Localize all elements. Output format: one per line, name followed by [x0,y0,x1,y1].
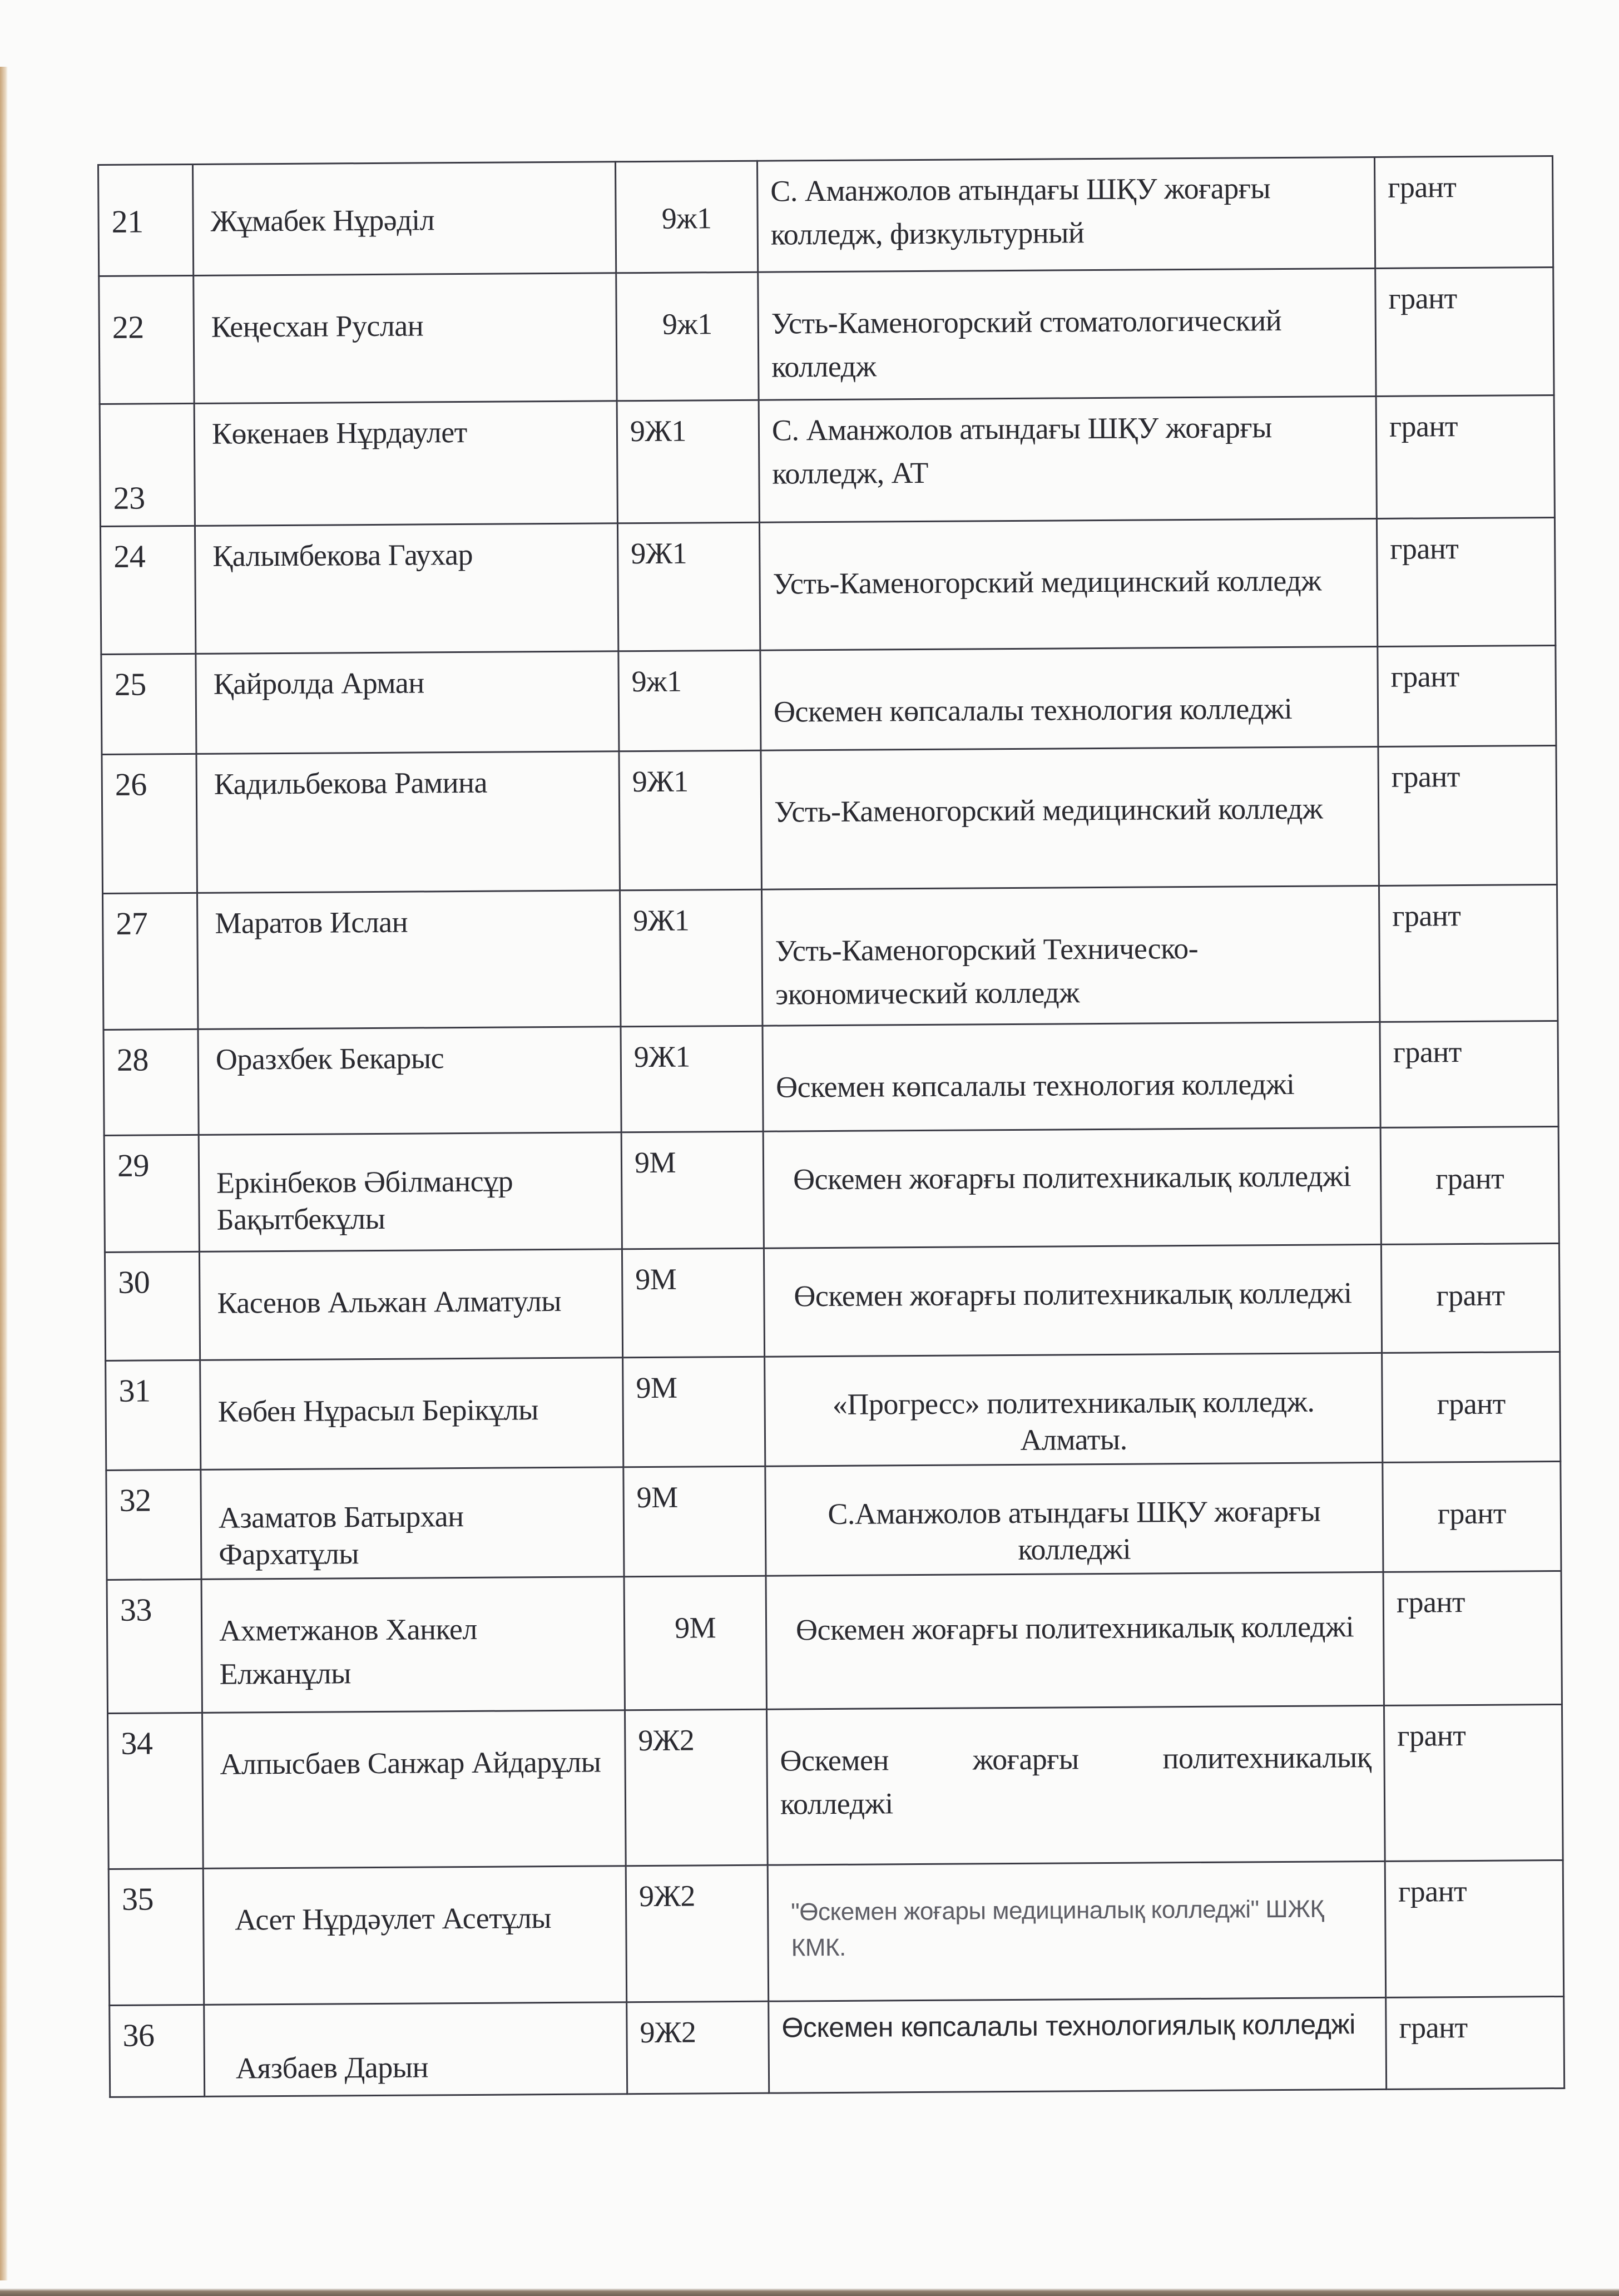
student-name: Қалымбекова Гаухар [195,523,618,654]
status-value: грант [1385,1860,1563,1997]
table-row [98,156,1553,276]
table-row [110,1996,1564,2097]
class-code: 9Ж1 [617,522,760,651]
row-number: 34 [108,1713,204,1869]
class-code: 9Ж1 [617,400,759,523]
row-number: 36 [110,2005,205,2097]
class-code: 9Ж1 [620,889,762,1027]
row-number: 21 [98,164,194,276]
status-value: грант [1378,646,1556,747]
class-code: 9ж1 [618,650,761,751]
student-name: Жұмабек Нұрәділ [193,162,616,276]
row-number: 26 [102,754,197,893]
class-code: 9М [624,1576,766,1710]
table-row [105,1243,1559,1360]
row-number: 22 [99,275,194,404]
class-code: 9М [623,1357,765,1467]
college-name: Усть-Каменогорский стоматологический колледж [758,268,1376,400]
table-row [100,395,1554,527]
class-code: 9М [623,1466,766,1577]
student-name: Көкенаев Нұрдаулет [194,401,617,526]
college-name: Усть-Каменогорский медицинский колледж [759,518,1377,650]
student-name: Алпысбаев Санжар Айдарұлы [202,1710,626,1869]
table-row [103,884,1558,1030]
row-number: 28 [103,1029,199,1135]
status-value: грант [1376,395,1554,519]
college-name: Өскемен көпсалалы технологиялық колледжі [769,1997,1387,2093]
student-name: Еркінбеков Әбілмансұр Бақытбекұлы [199,1132,622,1252]
table-row [108,1704,1563,1869]
class-code: 9Ж1 [619,750,762,890]
class-code: 9М [621,1131,764,1249]
status-value: грант [1386,1996,1564,2089]
class-code: 9ж1 [615,161,757,273]
student-name: Аязбаев Дарын [204,2002,627,2097]
college-name: Усть-Каменогорский Техническо-экономический колледж [761,885,1379,1026]
student-name: Кадильбекова Рамина [196,751,620,893]
status-value: грант [1380,1021,1558,1127]
status-value: грант [1383,1461,1561,1572]
status-value: грант [1380,1126,1559,1244]
college-name: Өскемен жоғарғы политехникалық колледжі [764,1244,1382,1357]
row-number: 25 [101,654,196,754]
row-number: 30 [105,1251,200,1360]
table-row [100,518,1555,655]
table-row [101,646,1556,755]
student-name: Асет Нұрдәулет Асетұлы [203,1866,626,2005]
row-number: 31 [106,1360,201,1470]
college-name: С. Аманжолов атындағы ШҚУ жоғарғы колледж, физкультурный [757,157,1375,272]
college-name: Өскемен жоғарғы политехникалық колледжі [766,1705,1385,1865]
college-name: Өскемен жоғарғы политехникалық колледжі [766,1572,1384,1709]
status-value: грант [1384,1704,1563,1861]
class-code: 9Ж1 [621,1026,763,1132]
student-name: Кеңесхан Руслан [194,273,617,404]
class-code: 9М [622,1248,764,1358]
table-row [107,1571,1562,1713]
scan-edge-left [0,67,8,2280]
class-code: 9Ж2 [626,1865,768,2002]
college-name: Усть-Каменогорский медицинский колледж [761,746,1379,889]
status-value: грант [1383,1571,1562,1705]
table-row [99,268,1554,404]
student-name: Ахметжанов Ханкел Елжанұлы [201,1577,625,1713]
status-value: грант [1379,884,1557,1022]
class-code: 9Ж2 [627,2001,769,2094]
row-number: 27 [103,893,198,1030]
table-row [106,1352,1561,1470]
row-number: 35 [108,1868,204,2005]
student-name: Көбен Нұрасыл Берікұлы [200,1358,623,1470]
table-row [104,1126,1559,1252]
student-name: Маратов Ислан [197,890,621,1030]
college-name: Өскемен көпсалалы технология колледжі [760,646,1378,750]
placement-table [97,155,1565,2098]
row-number: 32 [106,1469,201,1580]
table-row [108,1860,1563,2005]
status-value: грант [1382,1352,1561,1462]
status-value: грант [1377,518,1555,647]
row-number: 24 [100,526,195,654]
college-name: С. Аманжолов атындағы ШҚУ жоғарғы колледж, АТ [759,396,1377,522]
college-name: «Прогресс» политехникалық колледж. Алматы. [765,1353,1383,1466]
status-value: грант [1378,745,1557,885]
student-name: Касенов Альжан Алматулы [199,1249,622,1360]
student-name: Азаматов Батырхан Фархатұлы [201,1467,624,1580]
status-value: грант [1381,1243,1559,1353]
table-row [102,745,1557,893]
student-name: Қайролда Арман [196,651,619,754]
college-name: С.Аманжолов атындағы ШҚУ жоғарғы колледжі [765,1462,1383,1576]
student-name: Оразхбек Бекарыс [198,1027,621,1135]
status-value: грант [1375,268,1554,397]
row-number: 23 [100,403,195,526]
class-code: 9Ж2 [625,1709,768,1866]
scan-edge-bottom [0,2288,1619,2296]
row-number: 33 [107,1579,202,1713]
college-name: Өскемен жоғарғы политехникалық колледжі [763,1127,1381,1248]
table-row [103,1021,1558,1135]
class-code: 9ж1 [616,272,759,401]
table-row [106,1461,1561,1580]
college-name: Өскемен көпсалалы технология колледжі [763,1022,1380,1131]
row-number: 29 [104,1135,199,1252]
college-name: "Өскемен жоғары медициналық колледжі" ШЖҚ КМК. [768,1861,1385,2001]
status-value: грант [1374,156,1553,269]
